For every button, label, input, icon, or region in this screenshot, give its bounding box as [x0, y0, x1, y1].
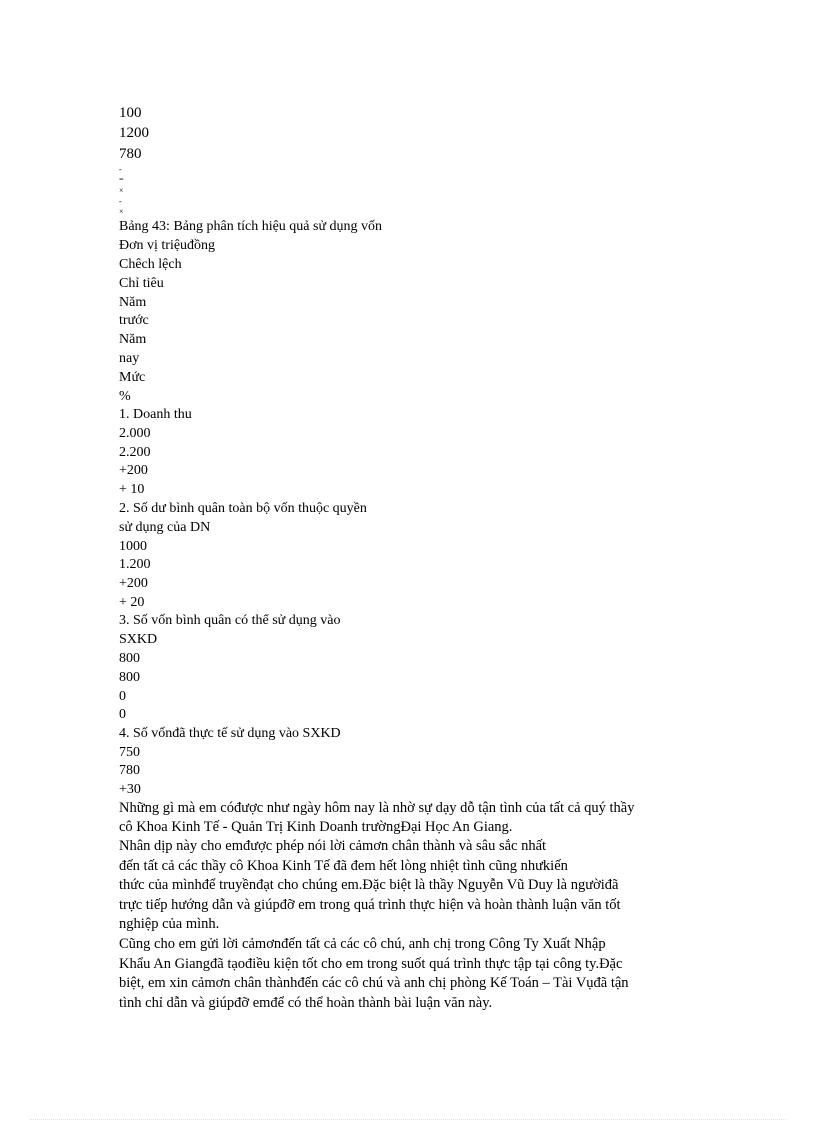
fragment-number: 100	[119, 105, 142, 121]
table-header-cell: Mức	[119, 370, 146, 385]
table-unit: Đơn vị triệuđồng	[119, 238, 216, 253]
table-header-cell: Chỉ tiêu	[119, 276, 164, 291]
cell-this-year: 800	[119, 670, 140, 685]
cell-percent: 0	[119, 707, 126, 722]
table-header-cell: Năm	[119, 332, 147, 347]
row-label: 2. Số dư bình quân toàn bộ vốn thuộc quyền	[119, 501, 367, 516]
row-label: 1. Doanh thu	[119, 407, 192, 422]
row-label: 4. Số vốnđã thực tế sử dụng vào SXKD	[119, 726, 341, 741]
acknowledgement-line: thức của mìnhđể truyềnđạt cho chúng em.Đặc biệt là thầy Nguyễn Vũ Duy là ngườiđã	[119, 877, 619, 893]
acknowledgement-line: Khẩu An Giangđã tạođiều kiện tốt cho em trong suốt quá trình thực tập tại công ty.Đặc	[119, 956, 623, 972]
cell-percent: + 20	[119, 595, 145, 610]
cell-diff: +200	[119, 463, 148, 478]
fragment-number: 780	[119, 146, 142, 162]
fragment-mark: -	[119, 165, 122, 174]
fragment-number: 1200	[119, 125, 149, 141]
fragment-mark: =	[119, 175, 124, 184]
cell-diff: +200	[119, 576, 148, 591]
cell-this-year: 2.200	[119, 445, 151, 460]
table-header-cell: Chêch lệch	[119, 257, 182, 272]
fragment-mark: -	[119, 197, 122, 206]
cell-prev-year: 800	[119, 651, 140, 666]
acknowledgement-line: trực tiếp hướng dẫn và giúpđỡ em trong quá trình thực hiện và hoàn thành luận văn tốt	[119, 897, 621, 913]
acknowledgement-line: Những gì mà em cóđược như ngày hôm nay là nhờ sự dạy dỗ tận tình của tất cả quý thầy	[119, 800, 635, 816]
table-header-cell: nay	[119, 351, 140, 366]
cell-prev-year: 750	[119, 745, 140, 760]
cell-diff: +30	[119, 782, 141, 797]
acknowledgement-line: Cũng cho em gửi lời cảmơnđến tất cả các cô chú, anh chị trong Công Ty Xuất Nhập	[119, 936, 606, 952]
cell-this-year: 780	[119, 763, 140, 778]
acknowledgement-line: biệt, em xin cảmơn chân thànhđến các cô chú và anh chị phòng Kế Toán – Tài Vụđã tận	[119, 975, 629, 991]
row-label: sử dụng của DN	[119, 520, 211, 535]
cell-percent: + 10	[119, 482, 145, 497]
cell-this-year: 1.200	[119, 557, 151, 572]
page-bottom-divider	[30, 1119, 786, 1120]
row-label: 3. Số vốn bình quân có thể sử dụng vào	[119, 613, 341, 628]
cell-diff: 0	[119, 689, 126, 704]
table-header-cell: trước	[119, 313, 149, 328]
fragment-mark: ×	[119, 207, 124, 216]
cell-prev-year: 2.000	[119, 426, 151, 441]
acknowledgement-line: Nhân dịp này cho emđược phép nói lời cảmơn chân thành và sâu sắc nhất	[119, 838, 547, 854]
acknowledgement-line: đến tất cả các thầy cô Khoa Kinh Tế đã đem hết lòng nhiệt tình cũng nhưkiến	[119, 858, 568, 874]
fragment-mark: ×	[119, 186, 124, 195]
cell-prev-year: 1000	[119, 539, 147, 554]
acknowledgement-line: cô Khoa Kinh Tế - Quản Trị Kinh Doanh trườngĐại Học An Giang.	[119, 819, 513, 835]
table-header-cell: %	[119, 389, 131, 404]
row-label: SXKD	[119, 632, 158, 647]
acknowledgement-line: tình chỉ dẫn và giúpđỡ emđể có thể hoàn thành bài luận văn này.	[119, 995, 493, 1011]
table-header-cell: Năm	[119, 295, 147, 310]
acknowledgement-line: nghiệp của mình.	[119, 916, 220, 932]
table-caption: Bảng 43: Bảng phân tích hiệu quả sử dụng vốn	[119, 219, 383, 234]
